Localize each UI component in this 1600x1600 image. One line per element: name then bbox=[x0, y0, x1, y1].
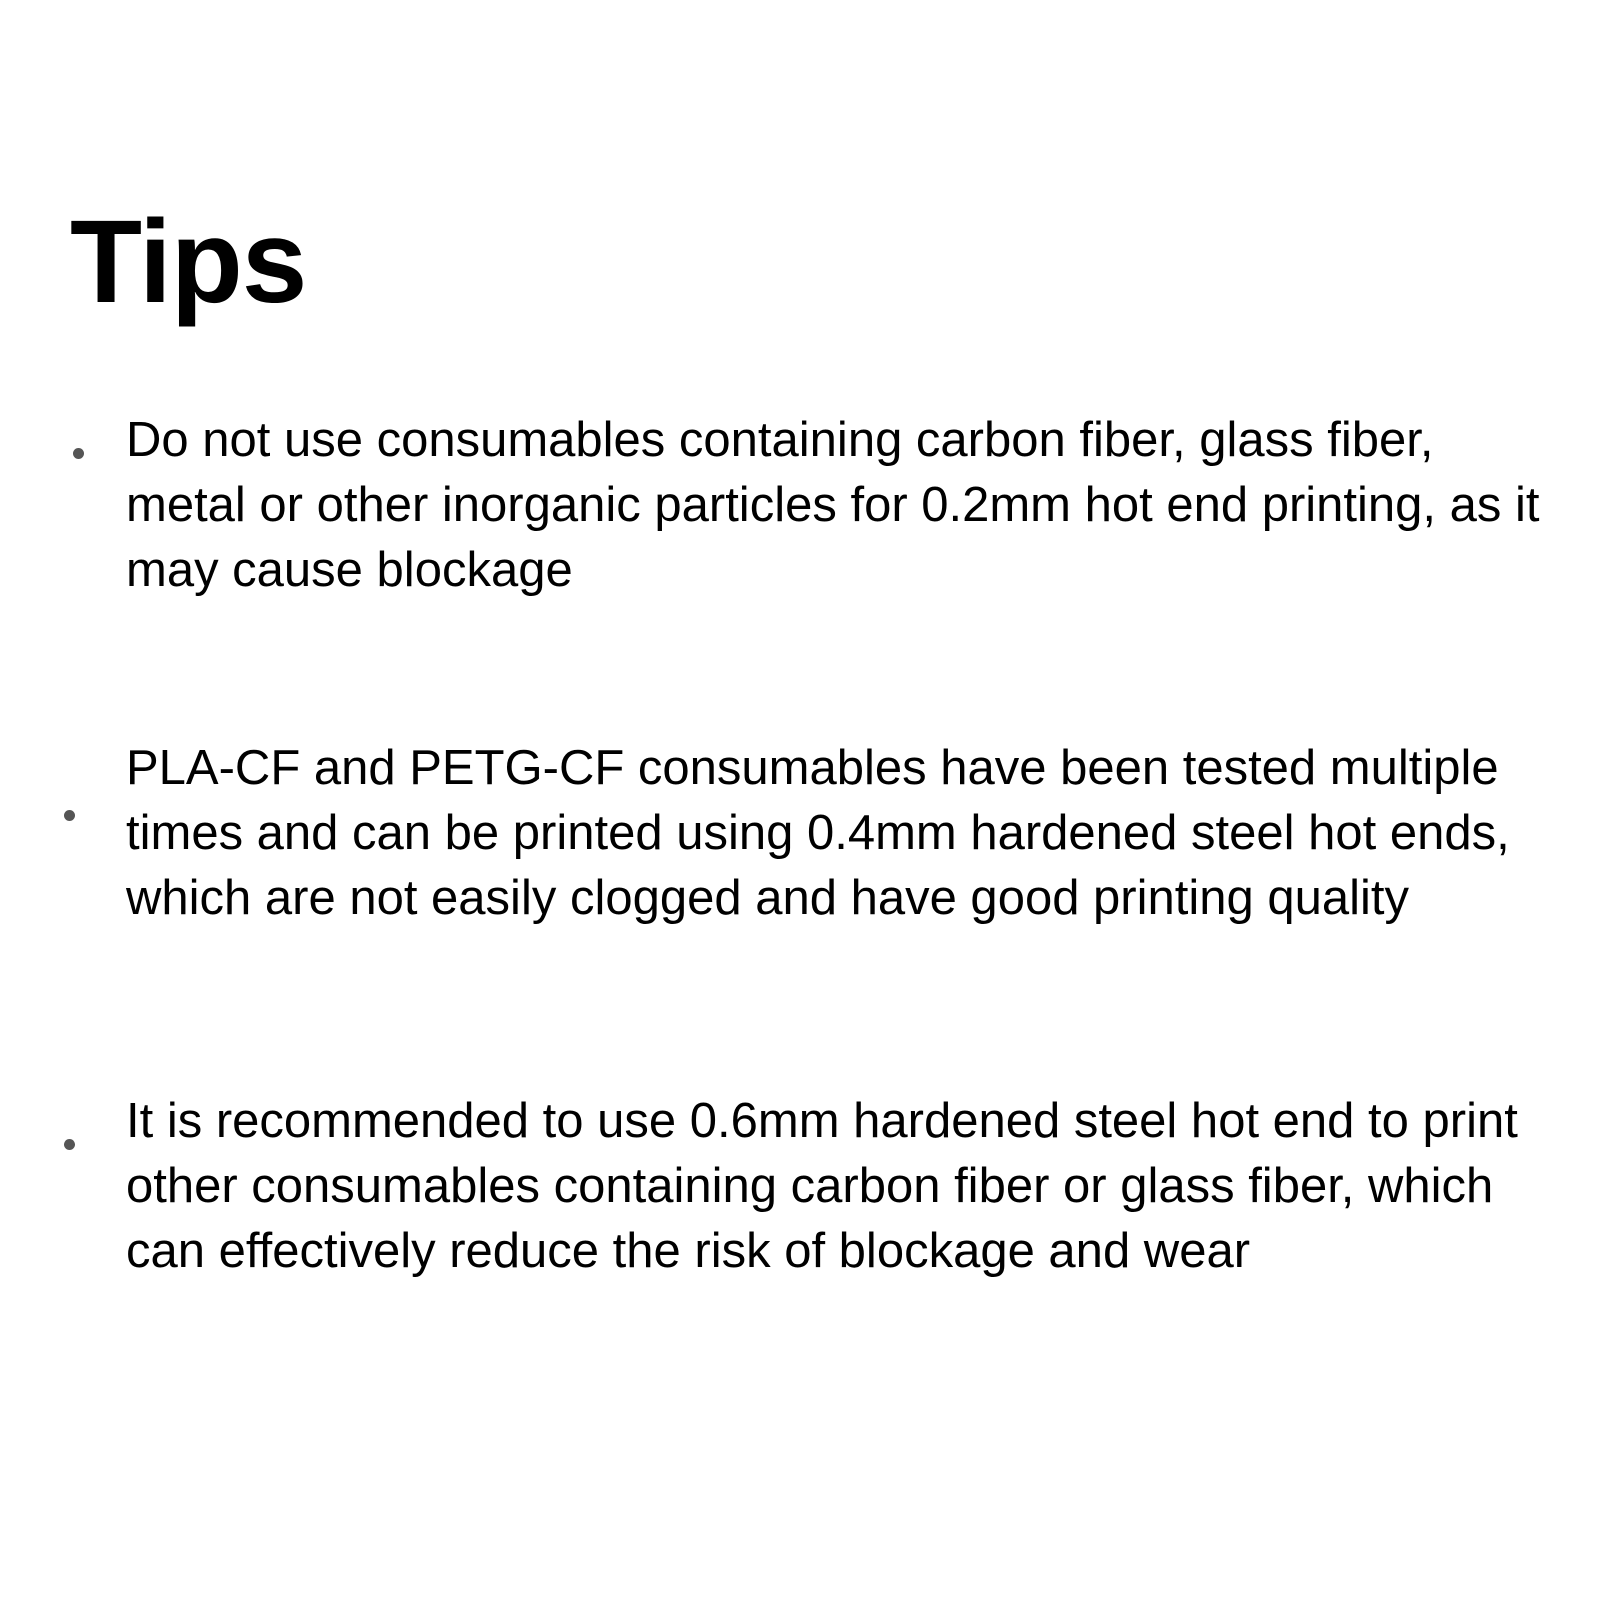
tip-text: It is recommended to use 0.6mm hardened steel hot end to print other consumables containing carbon fiber or glass fiber, which can effectively reduce the risk of blockage and wear bbox=[126, 1094, 1518, 1278]
bullet-icon bbox=[64, 810, 75, 821]
tip-text: PLA-CF and PETG-CF consumables have been tested multiple times and can be printed using 0.4mm hardened steel hot ends, which are not easily clogged and have good printing quality bbox=[126, 741, 1510, 925]
tip-text: Do not use consumables containing carbon fiber, glass fiber, metal or other inorganic particles for 0.2mm hot end printing, as it may cause blockage bbox=[126, 413, 1540, 597]
bullet-icon bbox=[73, 448, 84, 459]
bullet-icon bbox=[64, 1139, 75, 1150]
page-title: Tips bbox=[70, 196, 307, 328]
